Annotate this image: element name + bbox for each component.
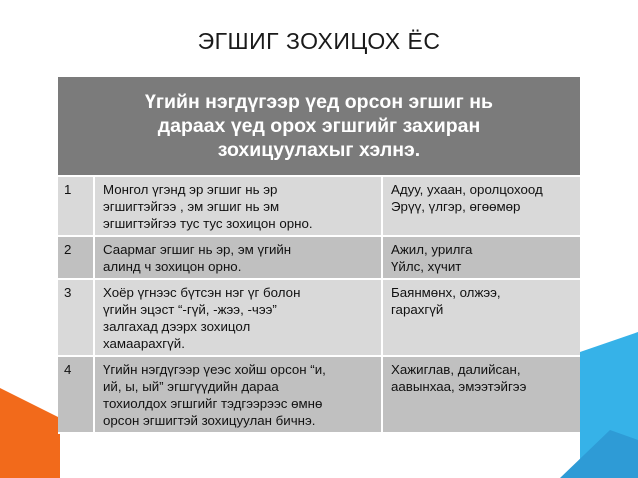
row-description: [94, 176, 382, 236]
row-number: 3: [58, 279, 94, 356]
description-line: залгахад дээрх зохицол: [103, 319, 251, 334]
description-line: эгшигтэйгээ , эм эгшиг нь эм: [103, 199, 280, 214]
rules-table: [58, 77, 580, 434]
description-line: ий, ы, ый” эгшгүүдийн дараа: [103, 379, 279, 394]
description-line: Саармаг эгшиг нь эр, эм үгийн: [103, 242, 292, 257]
table-row: [58, 356, 580, 433]
slide-title: ЭГШИГ ЗОХИЦОХ ЁС: [197, 28, 441, 54]
example-line: гарахгүй: [391, 302, 444, 317]
table-row: [58, 176, 580, 236]
row-description: [94, 279, 382, 356]
header-line: дараах үед орох эгшгийг захиран: [157, 115, 481, 137]
example-line: Эрүү, үлгэр, өгөөмөр: [391, 199, 521, 214]
example-line: Үйлс, хүчит: [391, 259, 462, 274]
example-line: Адуу, ухаан, оролцохоод: [391, 182, 543, 197]
header-line: зохицуулахыг хэлнэ.: [217, 139, 421, 161]
row-examples: [382, 279, 580, 356]
description-line: хамаарахгүй.: [103, 336, 185, 351]
description-line: үгийн эцэст “-гүй, -жээ, -чээ”: [103, 302, 277, 317]
header-line: Үгийн нэгдүгээр үед орсон эгшиг нь: [145, 91, 493, 113]
orange-corner-shape: [0, 388, 60, 478]
row-number: 1: [58, 176, 94, 236]
example-line: Ажил, урилга: [391, 242, 473, 257]
description-line: орсон эгшигтэй зохицуулан бичнэ.: [103, 413, 316, 428]
row-examples: [382, 176, 580, 236]
row-examples: [382, 236, 580, 279]
description-line: эгшигтэйгээ тус тус зохицон орно.: [103, 216, 313, 231]
description-line: алинд ч зохицон орно.: [103, 259, 242, 274]
description-line: Монгол үгэнд эр эгшиг нь эр: [103, 182, 278, 197]
row-description: [94, 236, 382, 279]
example-line: Хажиглав, далийсан,: [391, 362, 521, 377]
description-line: Үгийн нэгдүгээр үеэс хойш орсон “и,: [103, 362, 326, 377]
table-header-row: [58, 77, 580, 176]
description-line: Хоёр үгнээс бүтсэн нэг үг болон: [103, 285, 301, 300]
table-row: [58, 279, 580, 356]
row-number: 4: [58, 356, 94, 433]
table-row: [58, 236, 580, 279]
row-number: 2: [58, 236, 94, 279]
example-line: аавынхаа, эмээтэйгээ: [391, 379, 527, 394]
row-examples: [382, 356, 580, 433]
row-description: [94, 356, 382, 433]
table-header: [58, 77, 580, 176]
description-line: тохиолдох эгшгийг тэдгээрээс өмнө: [103, 396, 323, 411]
example-line: Баянмөнх, олжээ,: [391, 285, 501, 300]
